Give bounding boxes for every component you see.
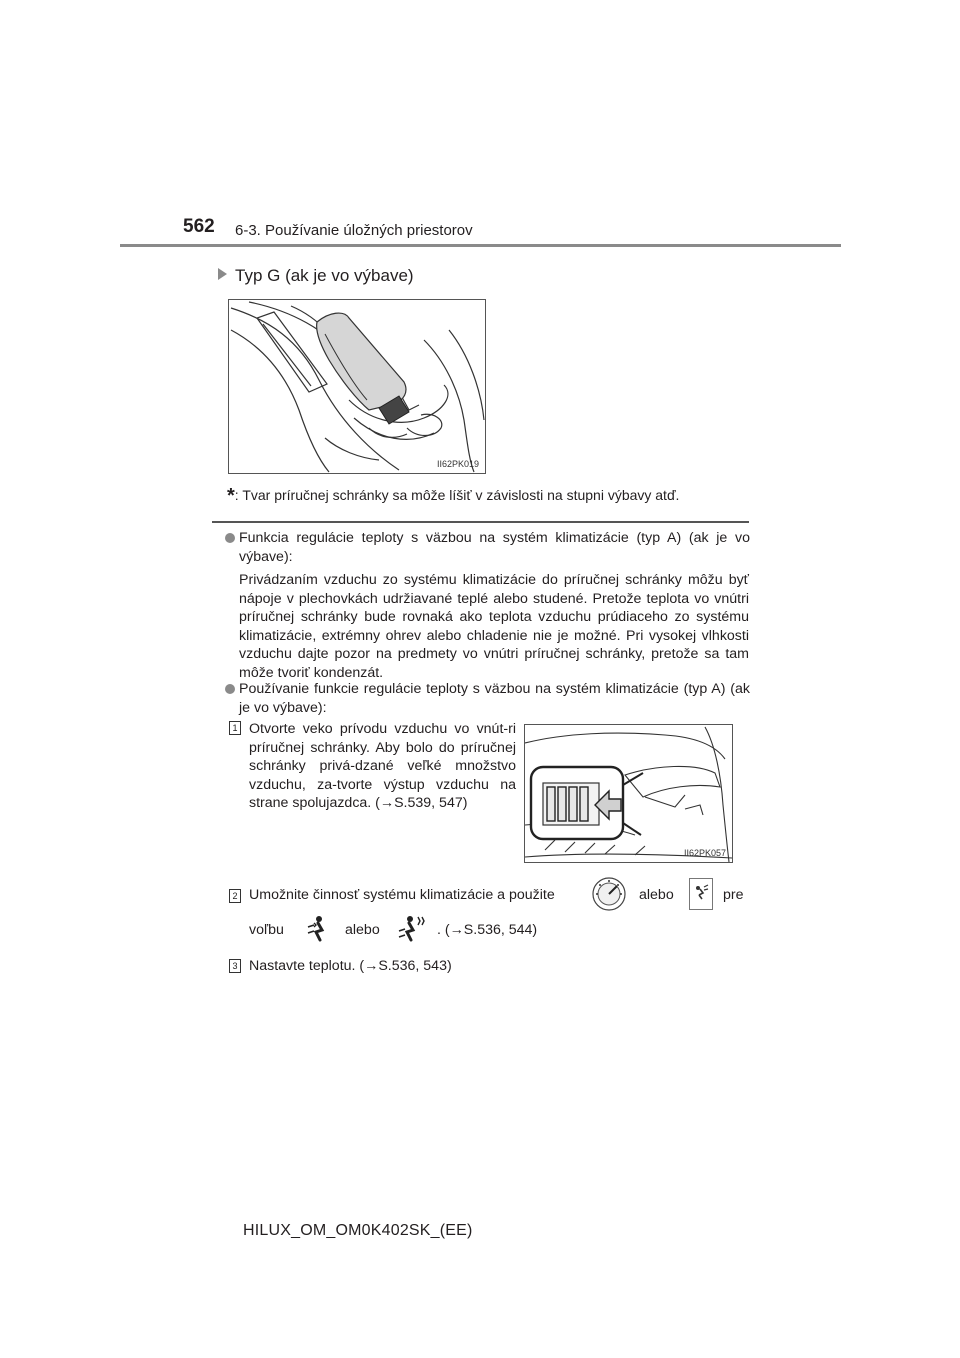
- figure-label: II62PK019: [436, 459, 479, 469]
- figure-air-vent: [524, 724, 733, 863]
- triangle-marker-icon: [218, 268, 227, 280]
- section-divider: [212, 521, 749, 523]
- bullet-text: Používanie funkcie regulácie teploty s väzbou na systém klimatizácie (typ A) (ak je vo výbave):: [239, 681, 750, 716]
- step-text-part: voľbu: [249, 922, 284, 938]
- step-number: 2: [229, 889, 241, 903]
- step-text-or: alebo: [639, 887, 674, 903]
- footnote-text: : Tvar príručnej schránky sa môže líšiť v závislosti na stupni výbavy atď.: [234, 487, 680, 503]
- footer-document-code: HILUX_OM_OM0K402SK_(EE): [243, 1222, 473, 1239]
- bullet-item: [225, 680, 750, 717]
- figure-console-glovebox: [228, 299, 486, 474]
- step-text: Otvorte veko prívodu vzduchu vo vnút-ri príručnej schránky. Aby bolo do príručnej schránky privá-dzané veľké množstvo vzduchu, za-tvorte výstup vzduchu na strane spolujazdca. (→S.539, 547): [249, 721, 516, 811]
- mode-button-icon: [689, 878, 713, 910]
- subheading: [218, 266, 414, 286]
- bullet-dot-icon: [225, 533, 235, 543]
- step-text-part: pre: [723, 887, 744, 903]
- step-number: 3: [229, 959, 241, 973]
- bullet-dot-icon: [225, 684, 235, 694]
- console-illustration: [229, 300, 485, 473]
- footnote-marker: *: [227, 485, 235, 507]
- body-paragraph: Privádzaním vzduchu zo systému klimatizácie do príručnej schránky môžu byť nápoje v plechovkách udržiavané teplé alebo studené. Pretože teplota vo vnútri príručnej schránky bude rovnaká ako teplota vzduchu prúdiaceho zo systému klimatizácie, extrémny ohrev alebo chladenie nie je možné. Pri vysokej vlhkosti vzduchu dajte pozor na predmety vo vnútri príručnej schránky, pretože sa tam môže tvoriť kondenzát.: [239, 572, 749, 681]
- section-title: 6-3. Používanie úložných priestorov: [235, 222, 473, 239]
- step-text-part: . (→S.536, 544): [437, 922, 538, 938]
- bullet-text: Funkcia regulácie teploty s väzbou na systém klimatizácie (typ A) (ak je vo výbave):: [239, 530, 750, 565]
- subheading-text: Typ G (ak je vo výbave): [235, 266, 414, 285]
- bullet-item: [225, 529, 750, 566]
- page-number: 562: [183, 216, 215, 237]
- step-text-part: Umožnite činnosť systému klimatizácie a použite: [249, 887, 555, 903]
- figure-label: II62PK057: [683, 848, 726, 858]
- header-rule: [120, 244, 841, 247]
- airflow-feet-defrost-icon: [396, 913, 426, 943]
- mode-dial-icon: [591, 876, 627, 912]
- step-text-or: alebo: [345, 922, 380, 938]
- footnote: [227, 485, 679, 508]
- step-number: 1: [229, 721, 241, 735]
- airflow-feet-icon: [306, 913, 330, 943]
- air-vent-illustration: [525, 725, 732, 862]
- step-text: Nastavte teplotu. (→S.536, 543): [249, 958, 452, 974]
